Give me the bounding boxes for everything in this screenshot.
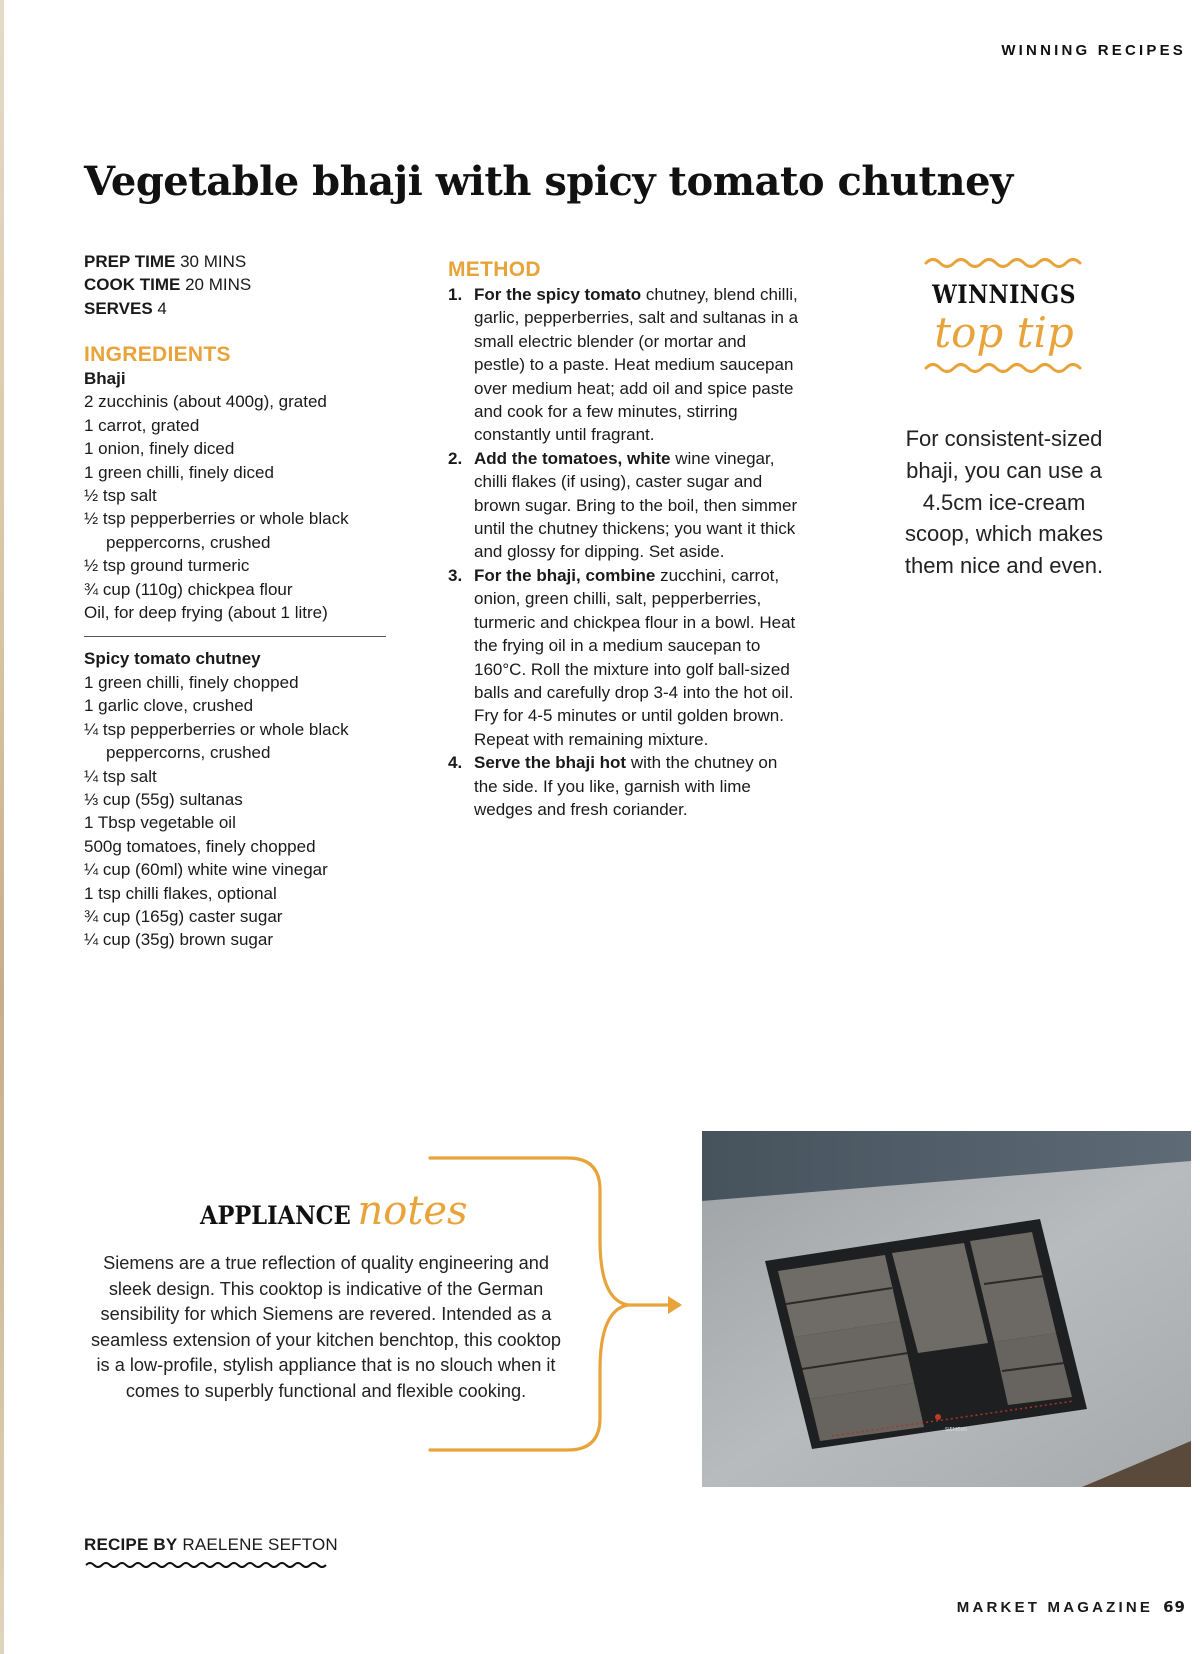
ingredient-item: Oil, for deep frying (about 1 litre): [84, 603, 328, 623]
ingredient-item: 2 zucchinis (about 400g), grated: [84, 392, 327, 412]
tip-body: For consistent-sized bhaji, you can use a 4.5cm ice-cream scoop, which makes them nice and even.: [904, 426, 1104, 579]
step-number: 1.: [448, 285, 463, 304]
ingredient-item: ¼ tsp salt: [84, 766, 157, 786]
tip-title: WINNINGS: [932, 280, 1076, 309]
step-number: 4.: [448, 753, 463, 773]
method-step: [448, 447, 800, 564]
method-step: [448, 751, 800, 821]
serves: SERVES 4: [84, 298, 167, 318]
step-text: [474, 283, 800, 447]
ingredients-section: [84, 343, 384, 952]
step-body: chutney, blend chilli, garlic, pepperberries, salt and sultanas in a small electric blender (or mortar and pestle) to a paste. Heat medium saucepan over medium heat; add oil and spice paste and cook for a few minutes, stirring constantly until fragrant.: [474, 285, 799, 445]
step-lead: Add the tomatoes, white: [474, 448, 671, 468]
ingredient-item: ¼ cup (35g) brown sugar: [84, 930, 273, 950]
step-body: with the chutney on the side. If you like, garnish with lime wedges and fresh coriander.: [474, 753, 778, 819]
wavy-line-icon: [924, 361, 1084, 375]
appliance-body: Siemens are a true reflection of quality engineering and sleek design. This cooktop is indicative of the German sensibility for which Siemens are revered. Intended as a seamless extension of your kitchen benchtop, this cooktop is a low-profile, stylish appliance that is no slouch when it comes to superbly functional and flexible cooking.: [90, 1253, 562, 1401]
method-step: [448, 283, 800, 447]
ingredient-item: ¼ cup (60ml) white wine vinegar: [84, 860, 328, 880]
step-body: zucchini, carrot, onion, green chilli, salt, pepperberries, turmeric and chickpea flour in a bowl. Heat the frying oil in a medium saucepan to 160°C. Roll the mixture into golf ball-sized balls and carefully drop 3-4 into the hot oil. Fry for 4-5 minutes or until golden brown. Repeat with remaining mixture.: [474, 565, 796, 749]
method-step: [448, 564, 800, 751]
ingredient-item: 1 onion, finely diced: [84, 439, 235, 459]
appliance-title: APPLIANCE: [200, 1201, 351, 1230]
step-lead: Serve the bhaji hot: [474, 753, 627, 773]
ingredient-item: 1 garlic clove, crushed: [84, 696, 254, 716]
step-text: [474, 447, 800, 564]
bhaji-subheading: Bhaji: [84, 369, 126, 388]
ingredient-item: ¾ cup (110g) chickpea flour: [84, 579, 293, 599]
step-body: wine vinegar, chilli flakes (if using), caster sugar and brown sugar. Bring to the boil, then simmer until the chutney thickens; you want it thick and glossy for dipping. Set aside.: [474, 448, 798, 562]
ingredient-item: ½ tsp salt: [84, 486, 157, 506]
method-steps: [448, 283, 800, 821]
step-text: [474, 751, 800, 821]
publication-name: MARKET MAGAZINE: [956, 1599, 1154, 1616]
bhaji-ingredients: [84, 367, 384, 624]
chutney-subheading: Spicy tomato chutney: [84, 649, 261, 669]
ingredient-item: ¼ tsp pepperberries or whole black peppercorns, crushed: [84, 719, 349, 763]
method-section: [448, 258, 800, 821]
ingredient-item: ½ tsp ground turmeric: [84, 556, 250, 576]
appliance-script: notes: [357, 1188, 468, 1234]
cook-time: COOK TIME 20 MINS: [84, 275, 252, 295]
ingredient-item: 500g tomatoes, finely chopped: [84, 836, 316, 856]
cooktop-photo: [702, 1131, 1191, 1487]
recipe-title: Vegetable bhaji with spicy tomato chutney: [84, 158, 1013, 205]
ingredients-heading: INGREDIENTS: [84, 343, 231, 366]
running-head: WINNING RECIPES: [1001, 42, 1186, 59]
ingredient-item: ¾ cup (165g) caster sugar: [84, 906, 283, 926]
prep-time: PREP TIME 30 MINS: [84, 252, 247, 271]
step-lead: For the spicy tomato: [474, 285, 642, 304]
ingredient-item: 1 Tbsp vegetable oil: [84, 813, 236, 833]
page-number: 69: [1163, 1598, 1186, 1616]
byline: RECIPE BY RAELENE SEFTON: [84, 1535, 338, 1554]
wavy-underline-icon: [84, 1560, 334, 1570]
ingredient-item: 1 green chilli, finely chopped: [84, 672, 299, 692]
ingredient-item: 1 green chilli, finely diced: [84, 462, 274, 482]
ingredient-item: ⅓ cup (55g) sultanas: [84, 789, 243, 809]
ingredients-divider: [84, 636, 386, 637]
ingredient-item: ½ tsp pepperberries or whole black peppercorns, crushed: [84, 509, 349, 552]
page-footer: [957, 1598, 1186, 1616]
wavy-line-icon: [924, 256, 1084, 270]
cooktop-brand: SIEMENS: [945, 1427, 968, 1433]
step-lead: For the bhaji, combine: [474, 565, 656, 585]
ingredient-item: 1 tsp chilli flakes, optional: [84, 883, 277, 903]
method-heading: METHOD: [448, 258, 541, 281]
recipe-meta: [84, 250, 251, 320]
bracket-arrow-icon: [428, 1150, 688, 1460]
chutney-ingredients: [84, 647, 384, 951]
page-edge-strip: [0, 0, 4, 1654]
step-number: 3.: [448, 565, 463, 585]
step-number: 2.: [448, 448, 463, 468]
step-text: [474, 564, 800, 751]
ingredient-item: 1 carrot, grated: [84, 415, 200, 435]
top-tip-box: [904, 256, 1104, 375]
tip-script: top tip: [934, 308, 1074, 357]
